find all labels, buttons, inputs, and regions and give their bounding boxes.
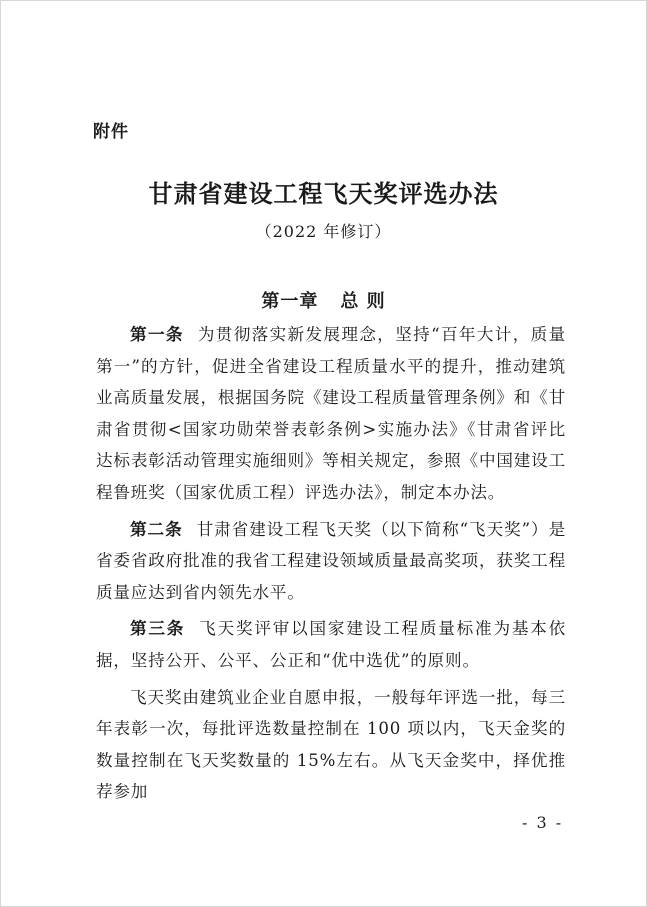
article-2 bbox=[96, 514, 566, 609]
article-1-text: 为贯彻落实新发展理念，坚持“百年大计，质量第一”的方针，促进全省建设工程质量水平的提升，推动建筑业高质量发展，根据国务院《建设工程质量管理条例》和《甘肃省贯彻<国家功勋荣誉表彰条例>实施办法》《甘肃省评比达标表彰活动管理实施细则》等相关规定，参照《中国建设工程鲁班奖（国家优质工程）评选办法》，制定本办法。 bbox=[96, 325, 566, 502]
article-3-label: 第三条 bbox=[130, 619, 186, 639]
chapter-number: 第一章 bbox=[261, 291, 319, 312]
page-number: - 3 - bbox=[522, 813, 564, 832]
article-3 bbox=[96, 613, 566, 676]
article-2-text: 甘肃省建设工程飞天奖（以下简称“飞天奖”）是省委省政府批准的我省工程建设领域质量最高奖项，获奖工程质量应达到省内领先水平。 bbox=[96, 519, 566, 602]
article-1-label: 第一条 bbox=[130, 325, 184, 344]
document-body bbox=[96, 319, 566, 813]
revision-note: （2022 年修订） bbox=[255, 222, 392, 241]
article-2-label: 第二条 bbox=[130, 519, 183, 539]
article-3-text: 飞天奖评审以国家建设工程质量标准为基本依据，坚持公开、公平、公正和“优中选优”的原则。 bbox=[96, 619, 567, 670]
article-1 bbox=[96, 319, 566, 509]
document-title: 甘肃省建设工程飞天奖评选办法 bbox=[148, 179, 499, 208]
article-3-paragraph-2: 飞天奖由建筑业企业自愿申报，一般每年评选一批，每三年表彰一次，每批评选数量控制在 100 项以内，飞天金奖的数量控制在飞天奖数量的 15%左右。从飞天金奖中，择优推荐参加 bbox=[96, 687, 566, 802]
chapter-name: 总 则 bbox=[340, 291, 386, 312]
attachment-label: 附件 bbox=[93, 122, 129, 142]
chapter-heading bbox=[1, 287, 646, 313]
